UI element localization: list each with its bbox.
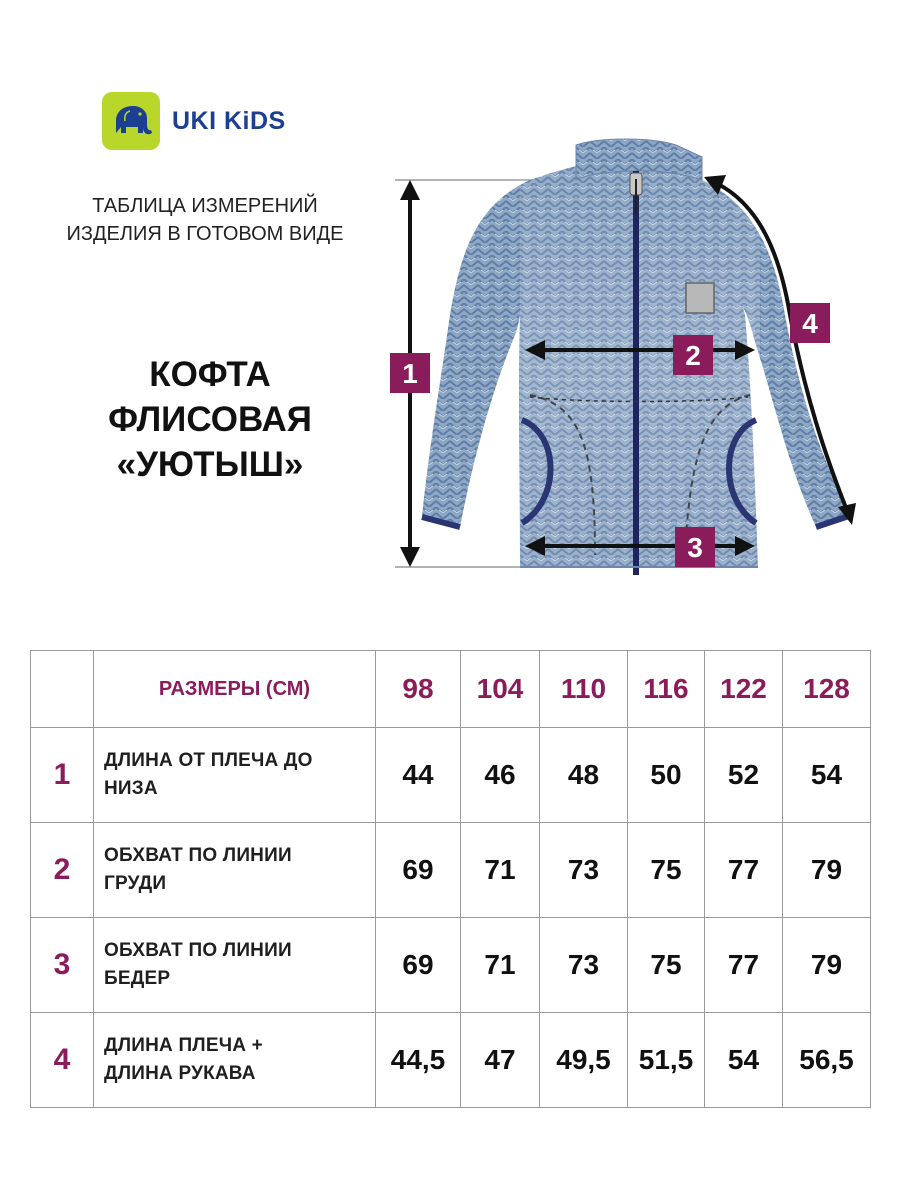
size-header: 116 (628, 651, 705, 728)
page-subtitle (20, 192, 390, 248)
table-cell: 73 (540, 823, 628, 918)
row-label-line: ДЛИНА ОТ ПЛЕЧА ДО (104, 750, 313, 771)
table-cell: 75 (628, 918, 705, 1013)
table-cell: 77 (705, 918, 783, 1013)
size-header: 128 (783, 651, 871, 728)
jacket-illustration (380, 135, 870, 585)
table-cell: 52 (705, 728, 783, 823)
size-header: 110 (540, 651, 628, 728)
product-title-line: КОФТА (149, 355, 271, 394)
table-cell: 47 (461, 1013, 540, 1108)
row-label-line: ДЛИНА РУКАВА (104, 1063, 256, 1084)
row-number: 2 (31, 823, 94, 918)
subtitle-line: ТАБЛИЦА ИЗМЕРЕНИЙ (92, 195, 318, 217)
table-row (31, 1013, 871, 1108)
size-table (30, 650, 871, 1108)
table-cell: 69 (376, 918, 461, 1013)
size-header: 98 (376, 651, 461, 728)
table-cell: 79 (783, 823, 871, 918)
table-header-row (31, 651, 871, 728)
table-cell: 54 (783, 728, 871, 823)
table-cell: 56,5 (783, 1013, 871, 1108)
table-cell: 44,5 (376, 1013, 461, 1108)
table-cell: 51,5 (628, 1013, 705, 1108)
row-number: 3 (31, 918, 94, 1013)
table-cell: 46 (461, 728, 540, 823)
row-label (94, 918, 376, 1013)
table-cell: 44 (376, 728, 461, 823)
left-sleeve (422, 180, 530, 527)
table-cell: 69 (376, 823, 461, 918)
product-title (30, 352, 390, 487)
marker-3: 3 (687, 532, 703, 563)
row-number: 1 (31, 728, 94, 823)
table-row (31, 823, 871, 918)
table-row (31, 728, 871, 823)
marker-2: 2 (685, 340, 701, 371)
row-label (94, 728, 376, 823)
subtitle-line: ИЗДЕЛИЯ В ГОТОВОМ ВИДЕ (66, 223, 344, 245)
table-cell: 54 (705, 1013, 783, 1108)
table-cell: 50 (628, 728, 705, 823)
table-cell: 75 (628, 823, 705, 918)
row-label-line: ОБХВАТ ПО ЛИНИИ (104, 845, 292, 866)
table-cell: 71 (461, 918, 540, 1013)
row-label-line: НИЗА (104, 778, 158, 799)
table-row (31, 918, 871, 1013)
marker-4: 4 (802, 308, 818, 339)
row-label-line: БЕДЕР (104, 968, 171, 989)
row-label (94, 1013, 376, 1108)
table-cell: 77 (705, 823, 783, 918)
size-header: 122 (705, 651, 783, 728)
table-cell: 79 (783, 918, 871, 1013)
marker-1: 1 (402, 358, 418, 389)
row-number: 4 (31, 1013, 94, 1108)
row-label-line: ДЛИНА ПЛЕЧА + (104, 1035, 263, 1056)
table-cell: 48 (540, 728, 628, 823)
row-label (94, 823, 376, 918)
row-label-line: ОБХВАТ ПО ЛИНИИ (104, 940, 292, 961)
table-cell: 49,5 (540, 1013, 628, 1108)
brand-logo (102, 92, 286, 150)
brand-name: UKI KiDS (172, 106, 286, 135)
sizes-header-label: РАЗМЕРЫ (СМ) (94, 651, 376, 728)
product-title-line: ФЛИСОВАЯ (108, 400, 312, 439)
table-cell: 71 (461, 823, 540, 918)
table-cell: 73 (540, 918, 628, 1013)
reflective-patch (686, 283, 714, 313)
elephant-icon (102, 92, 160, 150)
product-title-line: «УЮТЫШ» (116, 445, 304, 484)
empty-corner-cell (31, 651, 94, 728)
size-header: 104 (461, 651, 540, 728)
row-label-line: ГРУДИ (104, 873, 167, 894)
